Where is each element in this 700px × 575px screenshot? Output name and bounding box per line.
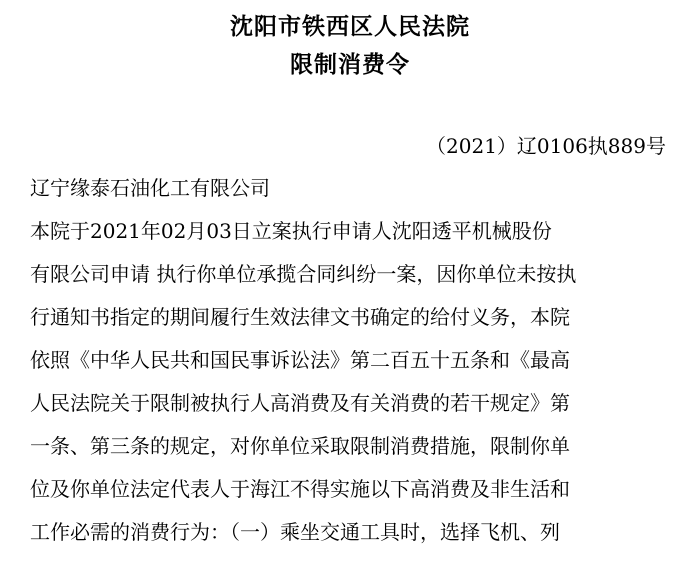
case-number: （2021）辽0106执889号 (426, 134, 666, 158)
body-line-7: 位及你单位法定代表人于海江不得实施以下高消费及非生活和 (30, 477, 570, 501)
body-line-8: 工作必需的消费行为：（一）乘坐交通工具时，选择飞机、列 (30, 520, 560, 544)
body-line-3: 行通知书指定的期间履行生效法律文书确定的给付义务，本院 (30, 305, 570, 329)
court-name: 沈阳市铁西区人民法院 (230, 13, 470, 40)
body-line-1: 本院于2021年02月03日立案执行申请人沈阳透平机械股份 (30, 219, 552, 243)
body-line-2: 有限公司申请 执行你单位承揽合同纠纷一案，因你单位未按执 (30, 262, 577, 286)
body-line-5: 人民法院关于限制被执行人高消费及有关消费的若干规定》第 (30, 391, 570, 415)
addressee: 辽宁缘泰石油化工有限公司 (30, 176, 270, 200)
body-line-4: 依照《中华人民共和国民事诉讼法》第二百五十五条和《最高 (30, 348, 570, 372)
body-line-6: 一条、第三条的规定，对你单位采取限制消费措施，限制你单 (30, 434, 570, 458)
document-title: 限制消费令 (290, 51, 410, 78)
